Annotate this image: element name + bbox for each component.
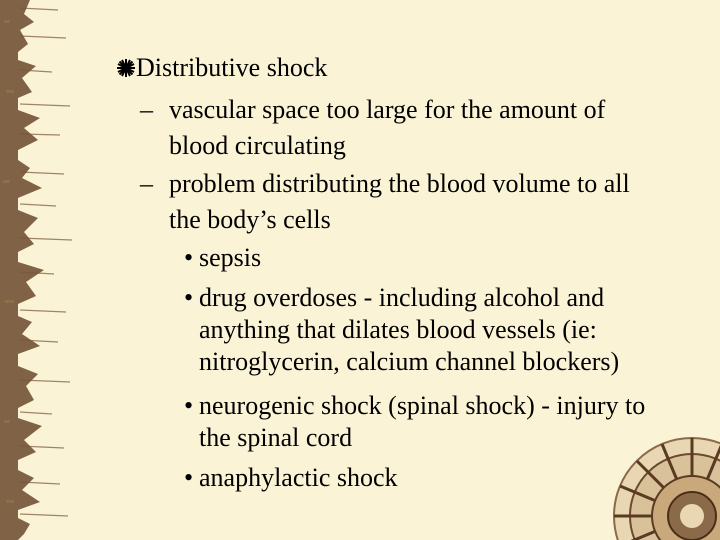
dash-marker: – (140, 95, 153, 124)
sub-sub-point-line: anaphylactic shock (199, 463, 398, 492)
sub-sub-point-line: nitroglycerin, calcium channel blockers) (199, 347, 620, 376)
sub-point-line: problem distributing the blood volume to all (169, 169, 630, 198)
dot-marker: • (184, 391, 194, 420)
sub-sub-point-line: neurogenic shock (spinal shock) - injury to (199, 391, 646, 420)
sub-point-line: vascular space too large for the amount of (169, 95, 606, 124)
sub-sub-point-line: the spinal cord (199, 423, 353, 452)
sub-sub-point-line: sepsis (199, 243, 262, 272)
sub-sub-point-line: anything that dilates blood vessels (ie: (199, 315, 597, 344)
dot-marker: • (184, 243, 194, 272)
left-decorative-border (0, 0, 74, 540)
sunburst-bullet-icon (114, 50, 138, 86)
sub-sub-point-line: drug overdoses - including alcohol and (199, 283, 605, 312)
dash-marker: – (140, 169, 153, 198)
sub-point-line: the body’s cells (169, 205, 331, 234)
slide-heading: Distributive shock (136, 53, 328, 82)
sub-point-line: blood circulating (169, 131, 346, 160)
dot-marker: • (184, 463, 194, 492)
dot-marker: • (184, 283, 194, 312)
decorative-rosette (612, 436, 720, 540)
